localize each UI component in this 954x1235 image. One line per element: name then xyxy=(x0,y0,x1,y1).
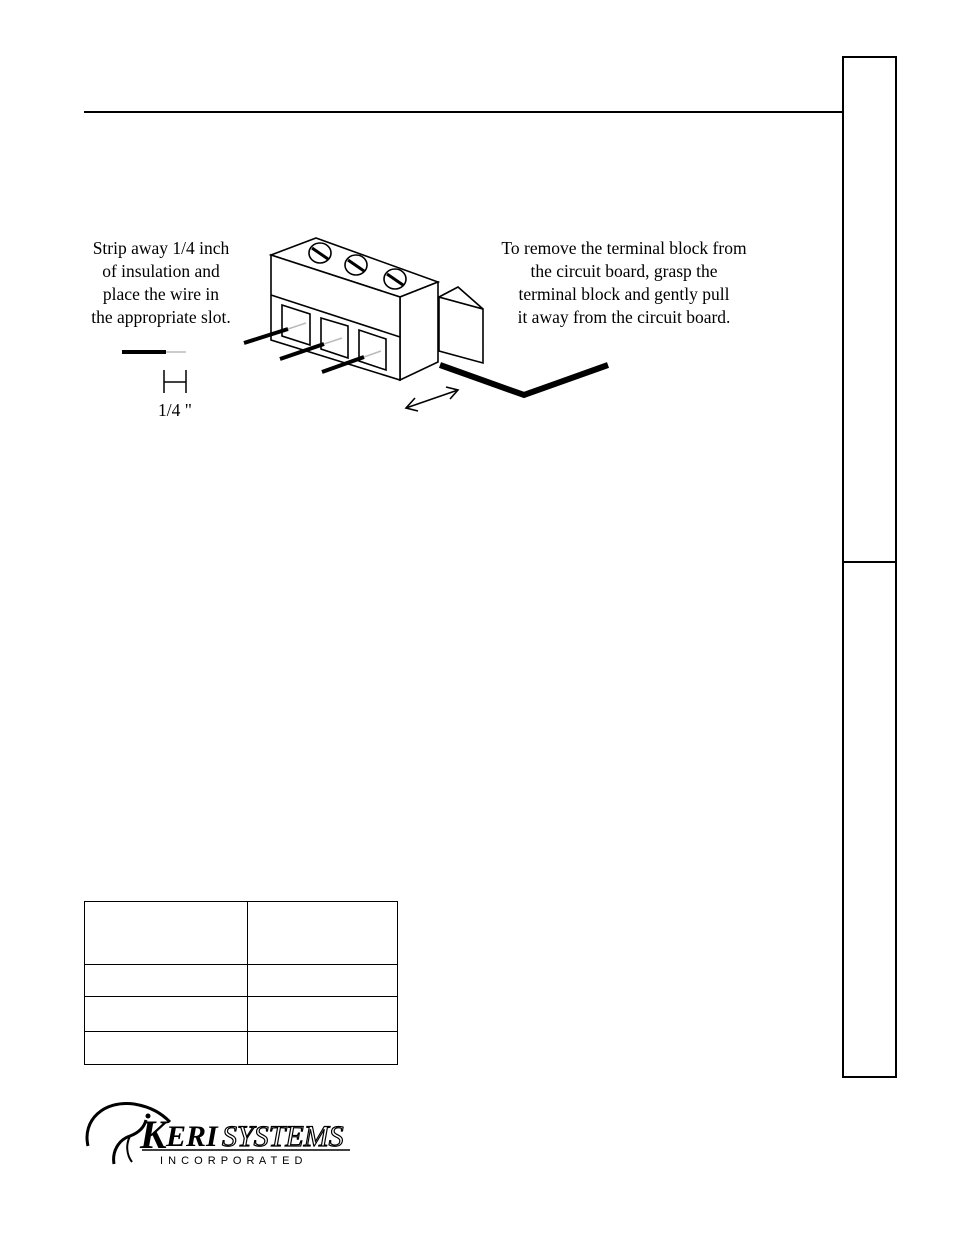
remove-caption-line: terminal block and gently pull xyxy=(518,284,730,304)
keri-systems-logo xyxy=(82,1098,362,1170)
table-cell xyxy=(85,997,248,1032)
remove-caption-line: To remove the terminal block from xyxy=(501,238,747,258)
strip-caption-line: the appropriate slot. xyxy=(91,307,231,327)
remove-caption-line: the circuit board, grasp the xyxy=(530,261,718,281)
table-cell xyxy=(248,997,398,1032)
dimension-label: 1/4 " xyxy=(158,400,192,420)
table-cell xyxy=(248,902,398,965)
table-cell xyxy=(85,1032,248,1065)
table-row xyxy=(85,1032,398,1065)
table-cell xyxy=(248,965,398,997)
double-arrow-icon xyxy=(406,387,458,411)
screw-icon xyxy=(384,269,406,289)
table-cell xyxy=(85,902,248,965)
strip-caption-line: of insulation and xyxy=(102,261,220,281)
logo-eri: ERI xyxy=(166,1120,218,1153)
logo-incorporated: I N C O R P O R A T E D xyxy=(160,1155,304,1167)
strip-caption-line: Strip away 1/4 inch xyxy=(92,238,230,258)
table-row xyxy=(85,965,398,997)
terminal-block-diagram xyxy=(84,225,624,425)
side-tab-divider xyxy=(844,561,895,563)
table-row xyxy=(85,997,398,1032)
logo-systems: SYSTEMS xyxy=(222,1120,344,1153)
spec-table xyxy=(84,901,398,1065)
screw-icon xyxy=(345,255,367,275)
header-rule xyxy=(84,111,842,113)
strip-caption-line: place the wire in xyxy=(102,284,220,304)
table-cell xyxy=(85,965,248,997)
side-tab xyxy=(842,56,897,1078)
remove-caption-line: it away from the circuit board. xyxy=(517,307,731,327)
logo-k: K xyxy=(140,1112,167,1157)
screw-icon xyxy=(309,243,331,263)
table-cell xyxy=(248,1032,398,1065)
table-row xyxy=(85,902,398,965)
circuit-board-cable xyxy=(440,365,608,395)
block-side-face xyxy=(400,282,438,380)
dimension-marker xyxy=(164,370,186,393)
